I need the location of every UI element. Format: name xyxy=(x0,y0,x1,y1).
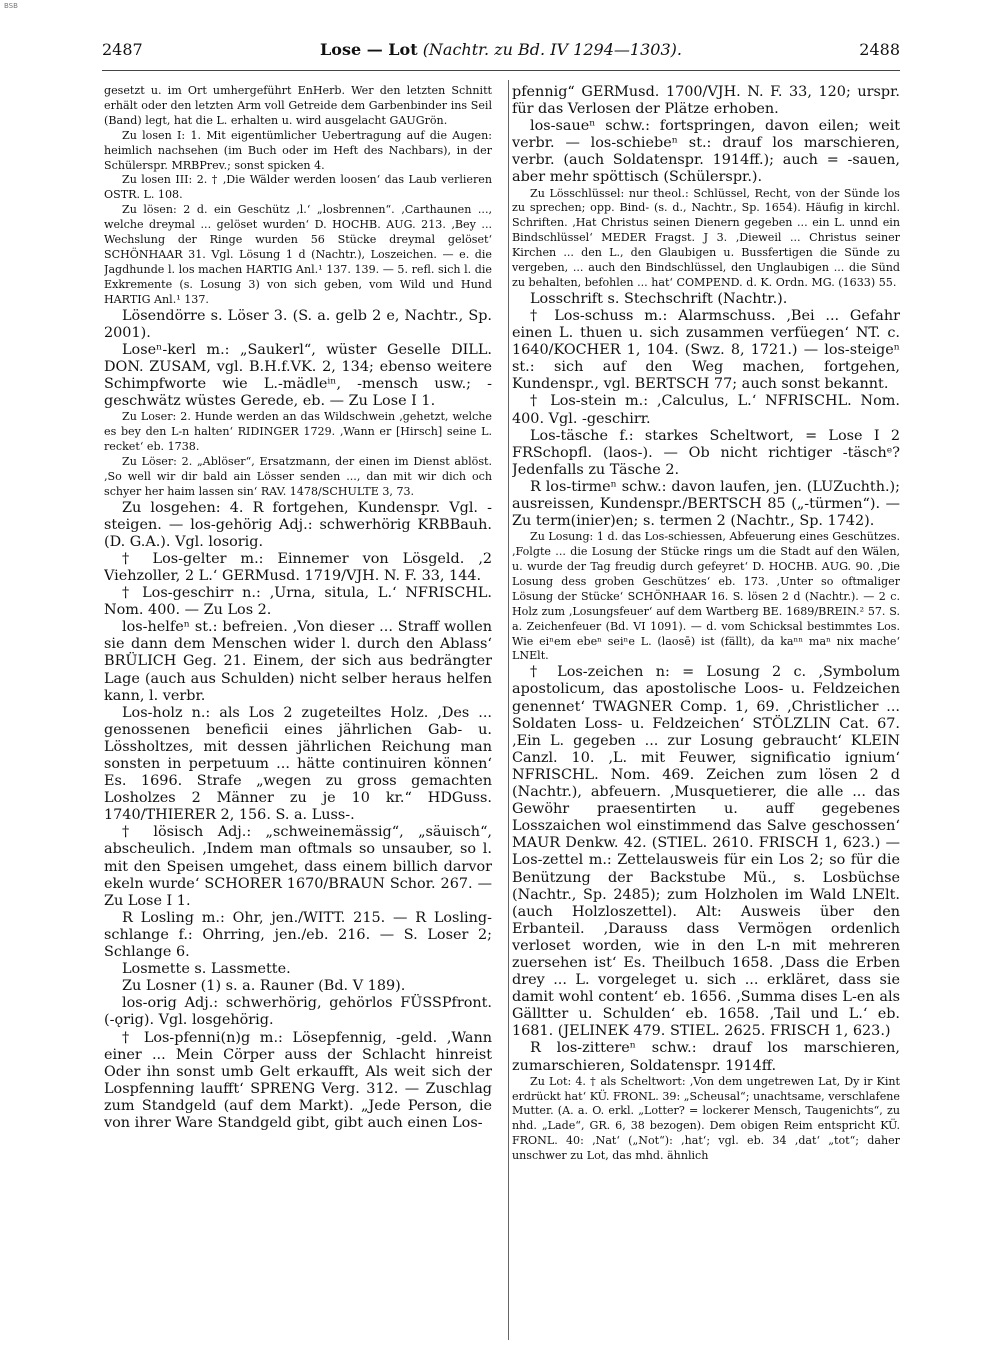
right-column xyxy=(512,84,900,1344)
dictionary-entry: † Los-gelter m.: Einnemer von Lösgeld. ‚2 Viehzoller, 2 L.‘ GERMusd. 1719/VJH. N. F. 33, 144. xyxy=(104,550,492,584)
dictionary-entry: Zu Lot: 4. † als Scheltwort: ‚Von dem ungetrewen Lat, Dy ir Kint erdrückt hat‘ KÜ. FRONL. 39: „Scheusal“; unachtsame, verschlafene Mutter. (A. a. O. erkl. „Lotter? = lockerer Mensch, Taugenichts“, zu nhd. „Lade“, GR. 6, 38 bezogen). Dem obigen Reim entspricht KÜ. FRONL. 40: ‚Nat‘ („Not“): ‚hat‘; vgl. eb. 34 ‚dat‘ „tot“; daher unschwer zu Lot, das mhd. ähnlich xyxy=(512,1074,900,1163)
dictionary-entry: Zu Loser: 2. Hunde werden an das Wildschwein ‚gehetzt, welche es bey den L-n halten‘ RIDINGER 1729. ‚Wann er [Hirsch] seine L. recket‘ eb. 1738. xyxy=(104,410,492,453)
dictionary-entry: Zu Löser: 2. „Ablöser“, Ersatzmann, der einen im Dienst ablöst. ‚So well wir dir bald ain Lösser senden ..., dan mit wir dich och schyer her haim lassen sin‘ RAV. 1478/SCHULTE 3, 73. xyxy=(104,454,492,498)
page-number-left: 2487 xyxy=(102,40,143,59)
running-title xyxy=(102,40,900,59)
dictionary-entry: R los-zittereⁿ schw.: drauf los marschieren, zumarschieren, Soldatenspr. 1914ff. xyxy=(512,1040,900,1074)
running-title-keywords: Lose — Lot xyxy=(320,40,418,59)
page-number-right: 2488 xyxy=(859,40,900,59)
dictionary-entry: los-saueⁿ schw.: fortspringen, davon eilen; weit verbr. — los-schiebeⁿ st.: drauf los marschieren, verbr. (auch Soldatenspr. 1914ff.); auch = -sauen, aber mehr spöttisch (Schülerspr.). xyxy=(512,118,900,186)
dictionary-entry: gesetzt u. im Ort umhergeführt EnHerb. Wer den letzten Schnitt erhält oder den letzten Arm voll Getreide dem Garbenbinder ins Seil (Band) legt, hat die L. erhalten u. wird ausgelacht GAUGrön. xyxy=(104,84,492,127)
dictionary-entry: Zu lösen: 2 d. ein Geschütz ‚l.‘ „losbrennen“. ‚Carthaunen ..., welche dreymal ... gelöset wurden‘ D. HOCHB. AUG. 213. ‚Bey ... Wechslung der Ringe wurden 56 Stücke dreymal gelöset‘ SCHÖNHAAR 31. Vgl. Lösung 1 d (Nachtr.), Loszeichen. — e. die Jagdhunde l. los machen HARTIG Anl.¹ 137. 139. — 5. refl. sich l. die Exkremente (s. Losung 3) von sich geben, vom Wild und Hund HARTIG Anl.¹ 137. xyxy=(104,203,492,306)
dictionary-entry: Zu Losung: 1 d. das Los-schiessen, Abfeuerung eines Geschützes. ‚Folgte ... die Losung der Stücke rings um die Stadt auf den Wälen, u. wurde der Tag freudig durch gefeyret‘ D. HOCHB. AUG. 90. ‚Die Losung dess groben Geschützes‘ eb. 173. ‚Unter so oftmaliger Lösung der Stücke‘ SCHÖNHAAR 16. S. lösen 2 d (Nachtr.). — 2 c. Holz zum ‚Losungsfeuer‘ auf dem Wartberg BE. 1689/BREIN.² 57. S. a. Zeichenfeuer (Bd. VI 1091). — d. vom Schicksal bestimmtes Los. Wie eiⁿem ebeⁿ seiⁿe L. (laosē) ist (fällt), da kaⁿⁿ maⁿ nix mache‘ LNElt. xyxy=(512,530,900,663)
column-divider xyxy=(508,80,509,1340)
dictionary-entry: R los-tirmeⁿ schw.: davon laufen, jen. (LUZuchth.); ausreissen, Kundenspr./BERTSCH 85 („-türmen“). — Zu term(inier)en; s. termen 2 (Nachtr., Sp. 1742). xyxy=(512,478,900,530)
dictionary-entry: los-helfeⁿ st.: befreien. ‚Von dieser ... Straff wollen sie dann dem Menschen wider l. durch den Ablass‘ BRÜLICH Geg. 21. Einem, der sich aus bedrängter Lage (auch aus Schulden) nicht selber heraus helfen kann, l. verbr. xyxy=(104,619,492,704)
left-column xyxy=(104,84,492,1344)
dictionary-entry: Los-täsche f.: starkes Scheltwort, = Lose I 2 FRSchopfl. (laos-). — Ob nicht richtiger -täschᵉ? Jedenfalls zu Täsche 2. xyxy=(512,427,900,478)
dictionary-entry: Zu losgehen: 4. R fortgehen, Kundenspr. Vgl. -steigen. — los-gehörig Adj.: schwerhörig KRBBauh. (D. G.A.). Vgl. losorig. xyxy=(104,499,492,550)
page-header xyxy=(102,40,900,64)
dictionary-entry: Lösendörre s. Löser 3. (S. a. gelb 2 e, Nachtr., Sp. 2001). xyxy=(104,307,492,341)
dictionary-entry: Losmette s. Lassmette. xyxy=(122,961,291,978)
running-title-reference: (Nachtr. zu Bd. IV 1294—1303). xyxy=(422,40,682,59)
dictionary-entry: los-orig Adj.: schwerhörig, gehörlos FÜSSPfront. (-ǫrig). Vgl. losgehörig. xyxy=(104,995,492,1029)
dictionary-entry: Losschrift s. Stechschrift (Nachtr.). xyxy=(530,290,788,307)
header-rule xyxy=(102,70,900,71)
dictionary-entry: R Losling m.: Ohr, jen./WITT. 215. — R Losling-schlange f.: Ohrring, jen./eb. 216. — S. Loser 2; Schlange 6. xyxy=(104,909,492,961)
dictionary-entry: Zu Lösschlüssel: nur theol.: Schlüssel, Recht, von der Sünde los zu sprechen; opp. Bind- (s. d., Nachtr., Sp. 1654). Häufig in kirchl. Schriften. ‚Hat Christus seinen Dienern gegeben ... ein L. unnd ein Bindschlüssel‘ MEDER Fragst. J 3. ‚Dieweil ... Christus seiner Kirchen ... den L., den Glaubigen u. Bussfertigen die Sünde zu vergeben, ... auch den Bindschlüssel, den Unglaubigen ... die Sünd zu behalten, befohlen ... hat‘ COMPEND. d. K. Ordn. MG. (1633) 55. xyxy=(512,186,900,289)
library-corner-mark: BSB xyxy=(4,2,18,10)
dictionary-entry: † lösisch Adj.: „schweinemässig“, „säuisch“, abscheulich. ‚Indem man oftmals so unsauber, so l. mit den Speisen umgehet, dass einem billich darvor ekeln wurde‘ SCHORER 1670/BRAUN Schor. 267. — Zu Lose I 1. xyxy=(104,824,492,909)
dictionary-entry: † Los-pfenni(n)g m.: Lösepfennig, -geld. ‚Wann einer ... Mein Cörper auss der Schlacht hinreist Oder ihn sonst umb Gelt erkaufft, Als weit sich der Lospfenning laufft‘ SPRENG Verg. 312. — Zuschlag zum Standgeld (auf dem Markt). „Jede Person, die von ihrer Ware Standgeld gibt, gibt auch einen Los- xyxy=(104,1029,492,1131)
dictionary-entry: Zu losen III: 2. † ‚Die Wälder werden loosen‘ das Laub verlieren OSTR. L. 108. xyxy=(104,173,492,202)
dictionary-entry: † Los-schuss m.: Alarmschuss. ‚Bei ... Gefahr einen L. thuen u. sich zusammen verfüegen‘ NT. c. 1640/KOCHER 1, 104. (Swz. 8, 1721.) — los-steigeⁿ st.: sich auf den Weg machen, fortgehen, Kundenspr., vgl. BERTSCH 77; auch sonst bekannt. xyxy=(512,308,900,393)
dictionary-entry: Zu losen I: 1. Mit eigentümlicher Uebertragung auf die Augen: heimlich nachsehen (im Buch oder im Heft des Nachbars), in der Schülerspr. MRBPrev.; sonst spicken 4. xyxy=(104,128,492,172)
dictionary-entry: Loseⁿ-kerl m.: „Saukerl“, wüster Geselle DILL. DON. ZUSAM, vgl. B.H.f.VK. 2, 134; ebenso weitere Schimpfworte wie L.-mädleⁱⁿ, -mensch usw.; -geschwätz wüstes Gerede, eb. — Zu Lose I 1. xyxy=(104,341,492,410)
dictionary-entry: † Los-stein m.: ‚Calculus, L.‘ NFRISCHL. Nom. 400. Vgl. -geschirr. xyxy=(512,393,900,427)
dictionary-entry: pfennig“ GERMusd. 1700/VJH. N. F. 33, 120; urspr. für das Verlosen der Plätze erhoben. xyxy=(512,84,900,118)
dictionary-entry: Los-holz n.: als Los 2 zugeteiltes Holz. ‚Des ... genossenen beneficii eines jährlichen Gab- u. Lössholtzes, mit dessen jährlichen Reichung man sonsten in perpetuum ... hätte continuiren können‘ Es. 1696. Strafe „wegen zu gross gemachten Losholzes 2 Männer zu je 10 kr.“ HDGuss. 1740/THIERER 2, 156. S. a. Luss-. xyxy=(104,704,492,824)
dictionary-entry: † Los-zeichen n: = Losung 2 c. ‚Symbolum apostolicum, das apostolische Loos- u. Feldzeichen genennet‘ TWAGNER Comp. 1, 69. ‚Christlicher ... Soldaten Loss- u. Feldzeichen‘ STÖLZLIN Cat. 67. ‚Ein L. gegeben ... zur Losung gebraucht‘ KLEIN Canzl. 10. ‚L. mit Feuwer, significatio ignium‘ NFRISCHL. Nom. 469. Zeichen zum lösen 2 d (Nachtr.), abfeuern. ‚Musquetierer, die alle ... das Gewöhr praesentirten u. auff gegebenes Losszaichen wol einstimmend das Salve geschossen‘ MAUR Denkw. 42. (STIEL. 2610. FRISCH 1, 623.) — Los-zettel m.: Zettelausweis für ein Los 2; so für die Benützung der Backstube Mü., s. Losbüchse (Nachtr., Sp. 2485); zum Holzholen im Wald LNElt. (auch Holzloszettel). Alt: Ausweis über den Erbanteil. ‚Darauss dass Vermögen ordenlich verloset worden, wie in den L-n mit mehreren zuersehen ist‘ Es. Theilbuch 1658. ‚Dass die Erben drey ... L. vorgeleget u. sich ... erkläret, dass sie damit wohl content‘ eb. 1656. ‚Summa dises L-en als Gälltter u. Schulden‘ eb. 1658. ‚Tail und L.‘ eb. 1681. (JELINEK 479. STIEL. 2625. FRISCH 1, 623.) xyxy=(512,664,900,1040)
dictionary-entry: Zu Losner (1) s. a. Rauner (Bd. V 189). xyxy=(122,978,406,995)
dictionary-entry: † Los-geschirr n.: ‚Urna, situla, L.‘ NFRISCHL. Nom. 400. — Zu Los 2. xyxy=(104,585,492,619)
